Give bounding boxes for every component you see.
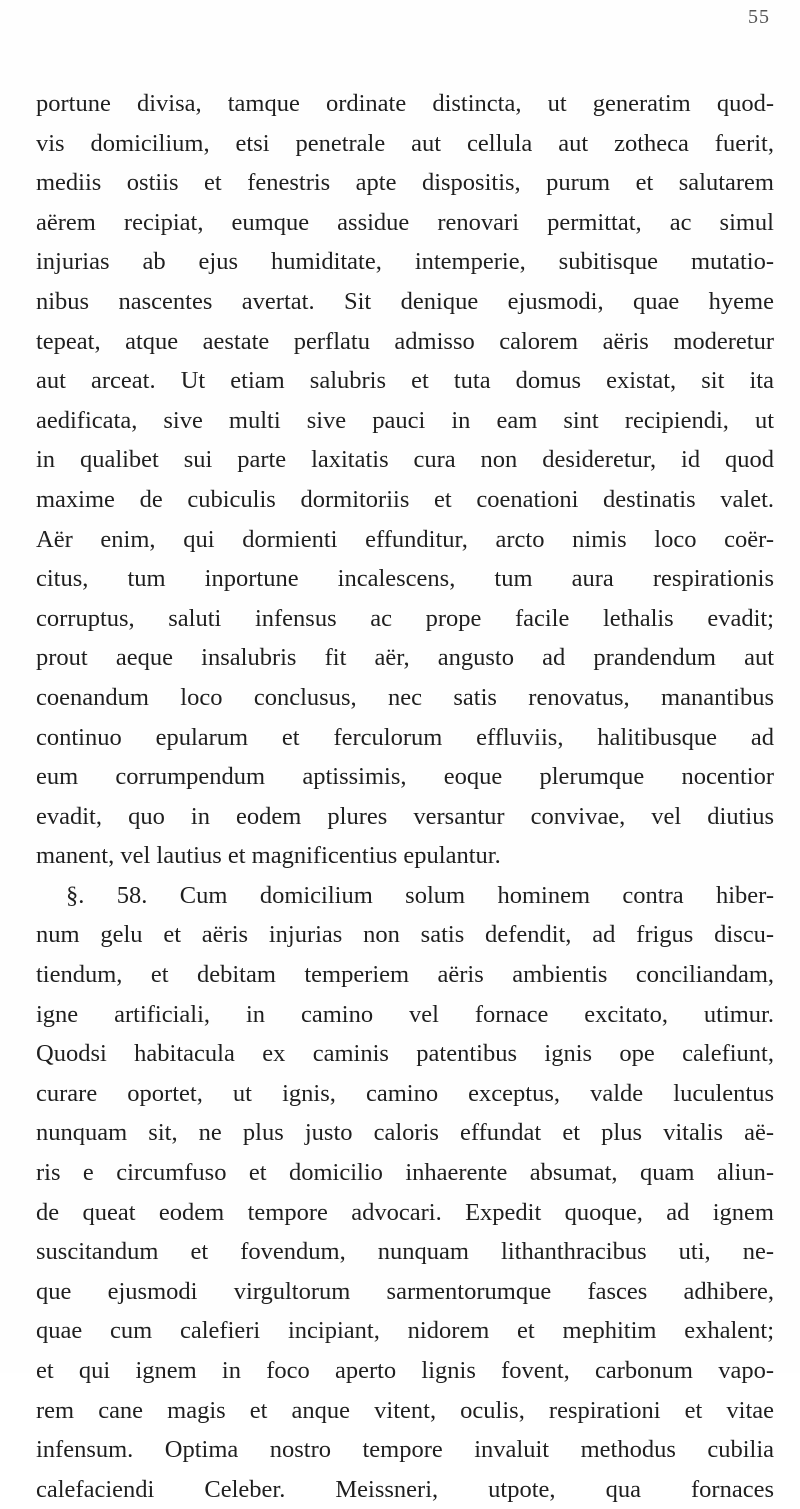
text-line: calefaciendi Celeber. Meissneri, utpote, qua fornaces bbox=[36, 1475, 774, 1503]
text-line: curare oportet, ut ignis, camino exceptus, valde luculentus bbox=[36, 1079, 774, 1107]
text-line: eum corrumpendum aptissimis, eoque plerumque nocentior bbox=[36, 763, 774, 791]
text-line: in qualibet sui parte laxitatis cura non desideretur, id quod bbox=[36, 446, 774, 474]
text-line: continuo epularum et ferculorum effluviis, halitibusque ad bbox=[36, 723, 774, 751]
text-line: Quodsi habitacula ex caminis patentibus ignis ope calefiunt, bbox=[36, 1040, 774, 1068]
body-text bbox=[36, 84, 774, 1509]
text-line: injurias ab ejus humiditate, intemperie, subitisque mutatio- bbox=[36, 248, 774, 276]
page-number: 55 bbox=[748, 6, 770, 28]
text-line: infensum. Optima nostro tempore invaluit methodus cubilia bbox=[36, 1436, 774, 1464]
text-line: ris e circumfuso et domicilio inhaerente absumat, quam aliun- bbox=[36, 1159, 774, 1187]
text-line: aut arceat. Ut etiam salubris et tuta domus existat, sit ita bbox=[36, 367, 774, 395]
text-line: num gelu et aëris injurias non satis defendit, ad frigus discu- bbox=[36, 921, 774, 949]
text-line: corruptus, saluti infensus ac prope facile lethalis evadit; bbox=[36, 604, 774, 632]
text-line: igne artificiali, in camino vel fornace excitato, utimur. bbox=[36, 1000, 774, 1028]
text-line: aërem recipiat, eumque assidue renovari permittat, ac simul bbox=[36, 208, 774, 236]
text-line: tepeat, atque aestate perflatu admisso calorem aëris moderetur bbox=[36, 327, 774, 355]
text-line: portune divisa, tamque ordinate distincta, ut generatim quod- bbox=[36, 90, 774, 117]
text-line: prout aeque insalubris fit aër, angusto ad prandendum aut bbox=[36, 644, 774, 672]
text-line: citus, tum inportune incalescens, tum aura respirationis bbox=[36, 565, 774, 593]
text-line: rem cane magis et anque vitent, oculis, respirationi et vitae bbox=[36, 1396, 774, 1424]
text-line: coenandum loco conclusus, nec satis renovatus, manantibus bbox=[36, 683, 774, 711]
text-line: suscitandum et fovendum, nunquam lithanthracibus uti, ne- bbox=[36, 1238, 774, 1266]
text-line: manent, vel lautius et magnificentius epulantur. bbox=[36, 842, 501, 870]
text-line: vis domicilium, etsi penetrale aut cellula aut zotheca fuerit, bbox=[36, 129, 774, 157]
text-line: Aër enim, qui dormienti effunditur, arcto nimis loco coër- bbox=[36, 525, 774, 553]
text-line: nibus nascentes avertat. Sit denique ejusmodi, quae hyeme bbox=[36, 287, 774, 315]
text-line: tiendum, et debitam temperiem aëris ambientis conciliandam, bbox=[36, 961, 774, 989]
text-line: maxime de cubiculis dormitoriis et coenationi destinatis valet. bbox=[36, 485, 774, 513]
section-heading-line: §. 58. Cum domicilium solum hominem contra hiber- bbox=[66, 881, 774, 909]
text-line: et qui ignem in foco aperto lignis fovent, carbonum vapo- bbox=[36, 1357, 774, 1384]
text-line: mediis ostiis et fenestris apte dispositis, purum et salutarem bbox=[36, 169, 774, 197]
text-line: de queat eodem tempore advocari. Expedit quoque, ad ignem bbox=[36, 1198, 774, 1226]
text-line: aedificata, sive multi sive pauci in eam sint recipiendi, ut bbox=[36, 406, 774, 434]
text-line: quae cum calefieri incipiant, nidorem et mephitim exhalent; bbox=[36, 1317, 774, 1345]
text-line: evadit, quo in eodem plures versantur convivae, vel diutius bbox=[36, 802, 774, 830]
text-line: nunquam sit, ne plus justo caloris effundat et plus vitalis aë- bbox=[36, 1119, 774, 1147]
text-line: que ejusmodi virgultorum sarmentorumque fasces adhibere, bbox=[36, 1277, 774, 1305]
